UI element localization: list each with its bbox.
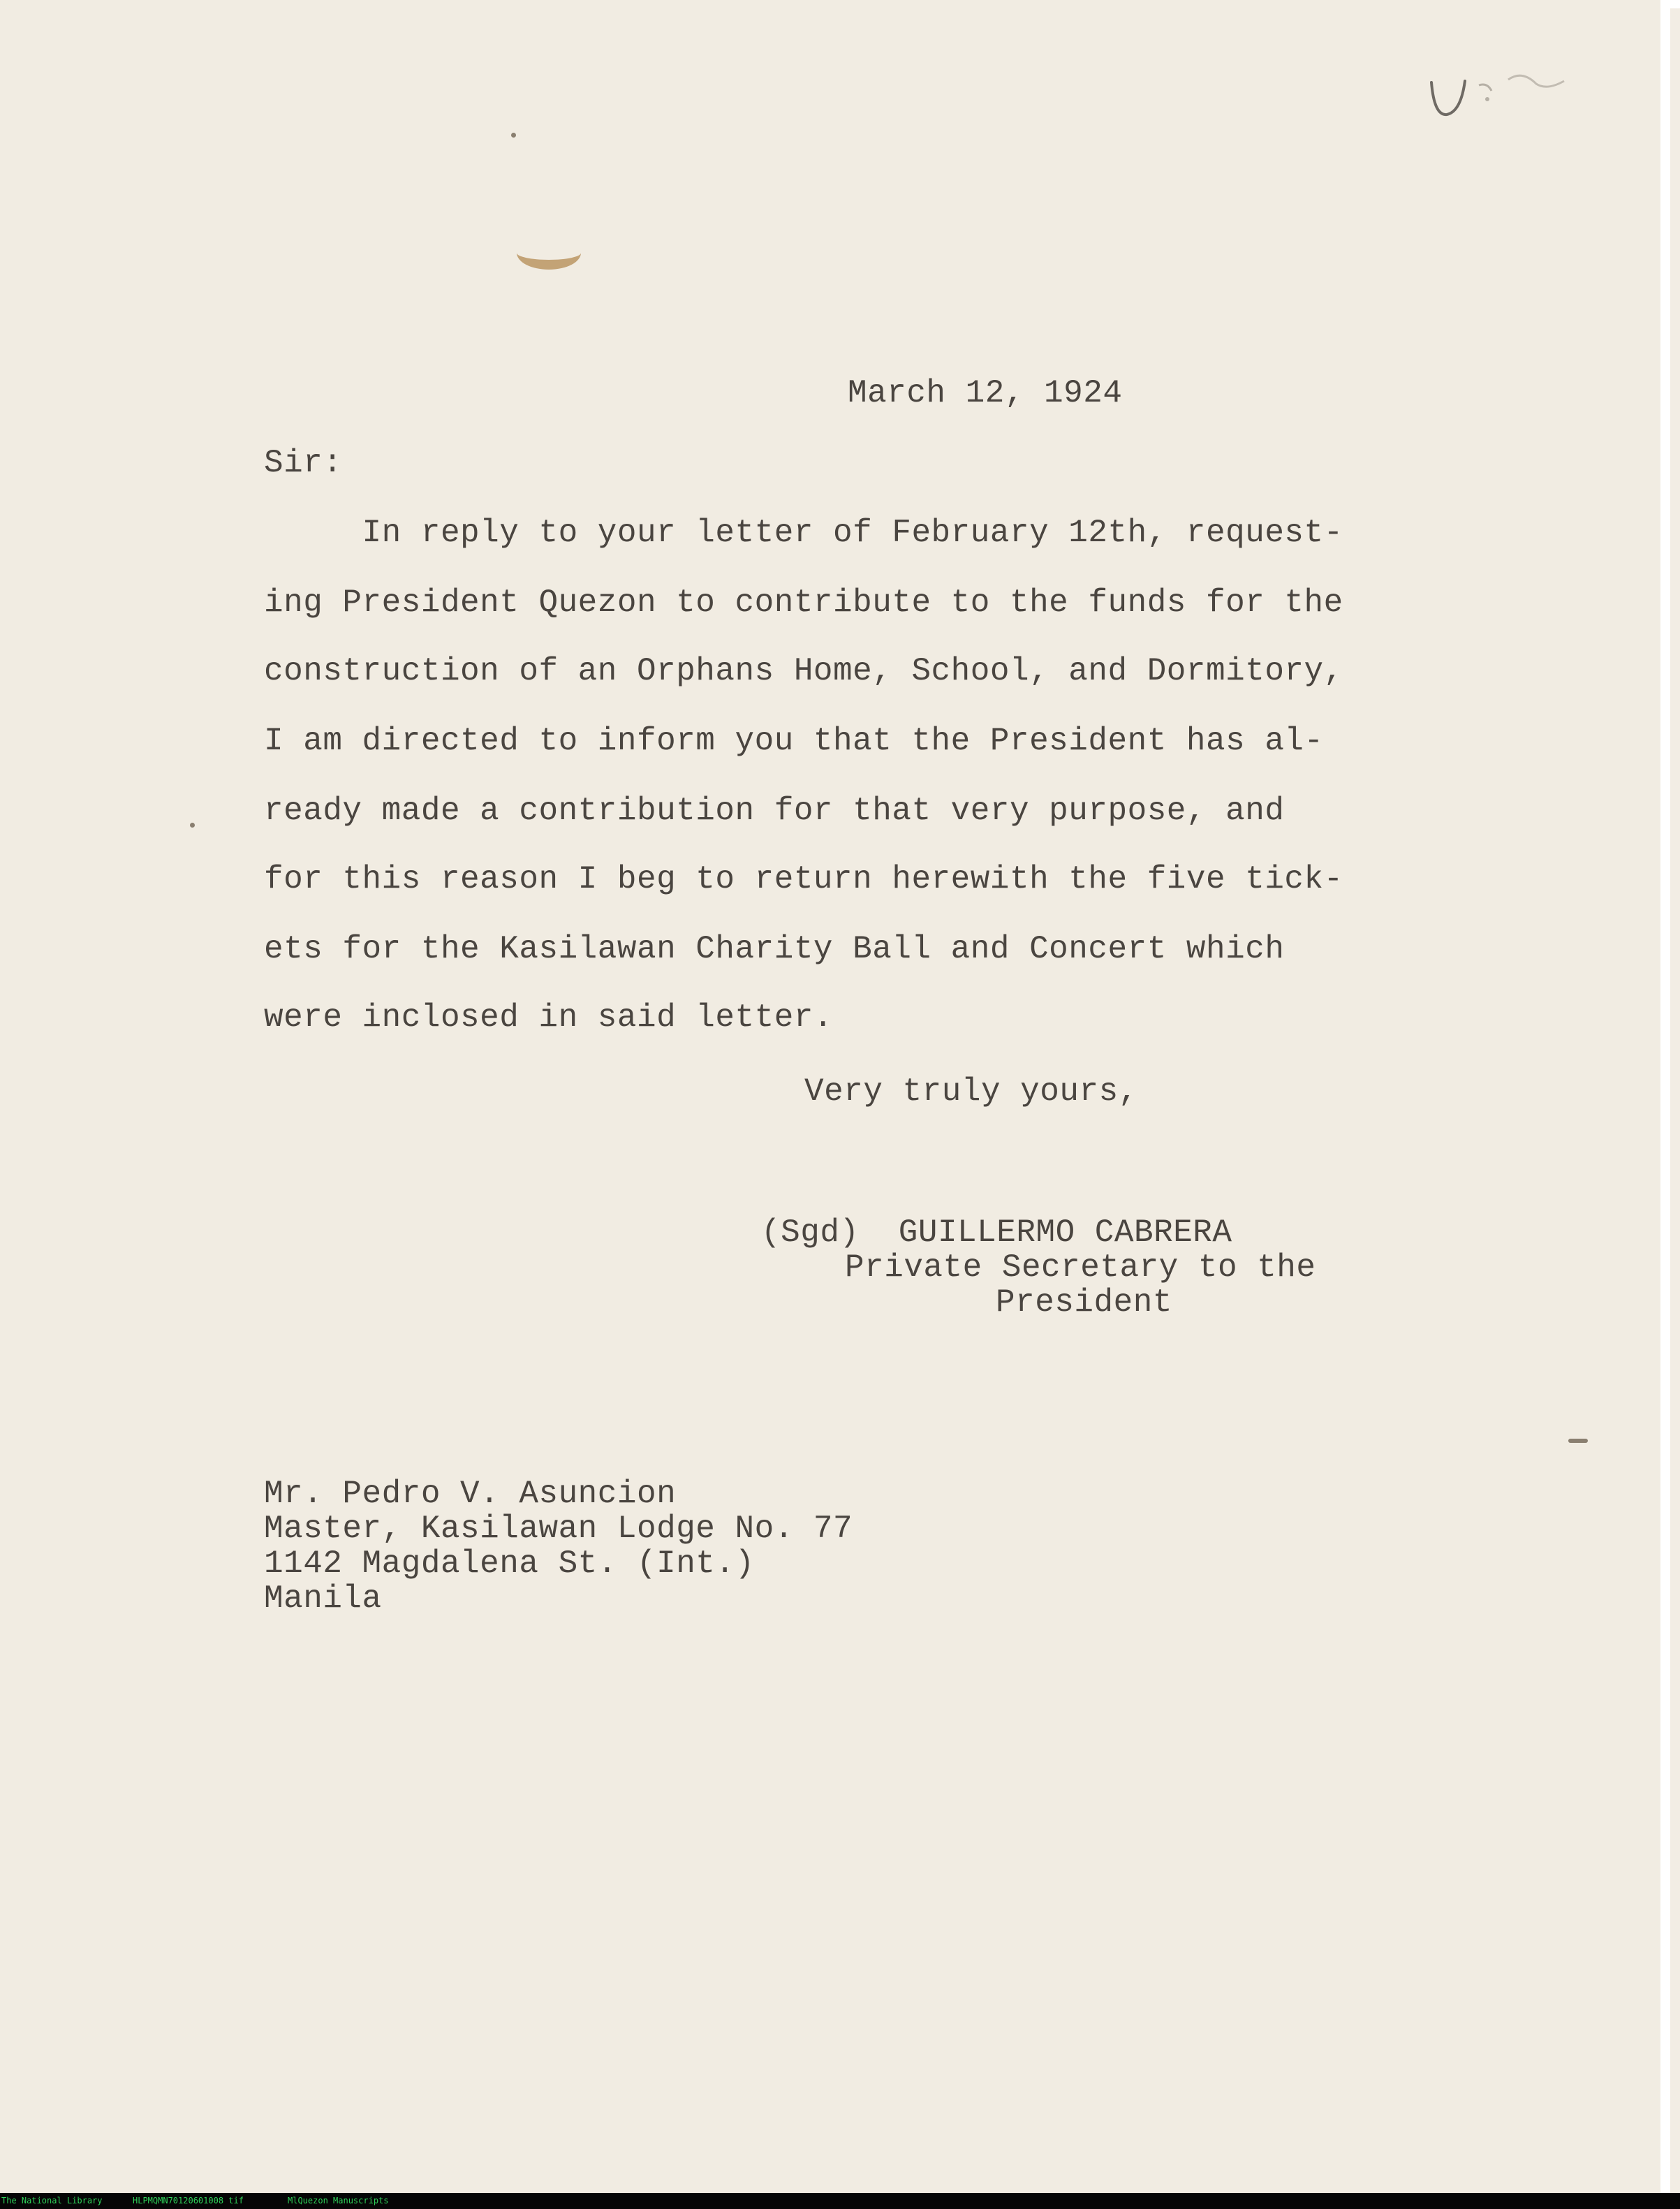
- footer-file-id: HLPMQMN70120601008 tif: [133, 2196, 244, 2206]
- recipient-city: Manila: [264, 1580, 382, 1617]
- letter-salutation: Sir:: [264, 445, 343, 481]
- recipient-name: Mr. Pedro V. Asuncion: [264, 1476, 677, 1512]
- paper-speck: [511, 133, 516, 138]
- footer-collection: MlQuezon Manuscripts: [288, 2196, 389, 2206]
- letter-closing: Very truly yours,: [804, 1073, 1138, 1110]
- recipient-street: 1142 Magdalena St. (Int.): [264, 1546, 755, 1582]
- body-line: In reply to your letter of February 12th, request-: [264, 515, 1343, 551]
- signature-name: (Sgd) GUILLERMO CABRERA: [761, 1214, 1232, 1251]
- paper-speck: [190, 823, 195, 828]
- body-line: I am directed to inform you that the President has al-: [264, 723, 1324, 759]
- body-line: ready made a contribution for that very purpose, and: [264, 793, 1285, 829]
- body-line: ing President Quezon to contribute to the funds for the: [264, 585, 1343, 621]
- body-line: were inclosed in said letter.: [264, 999, 834, 1036]
- signature-title-continued: President: [996, 1284, 1172, 1321]
- paper-speck: [1568, 1439, 1588, 1443]
- archive-footer-bar: [0, 2193, 1680, 2209]
- body-line: ets for the Kasilawan Charity Ball and Concert which: [264, 931, 1285, 967]
- letter-date: March 12, 1924: [848, 375, 1123, 411]
- pencil-annotation-icon: [1424, 56, 1606, 140]
- signature-title: Private Secretary to the: [845, 1249, 1316, 1286]
- body-line: for this reason I beg to return herewith the five tick-: [264, 861, 1343, 897]
- paper-stain: [517, 236, 581, 270]
- body-line: construction of an Orphans Home, School, and Dormitory,: [264, 653, 1343, 689]
- recipient-title: Master, Kasilawan Lodge No. 77: [264, 1511, 853, 1547]
- footer-institution: The National Library: [1, 2196, 103, 2206]
